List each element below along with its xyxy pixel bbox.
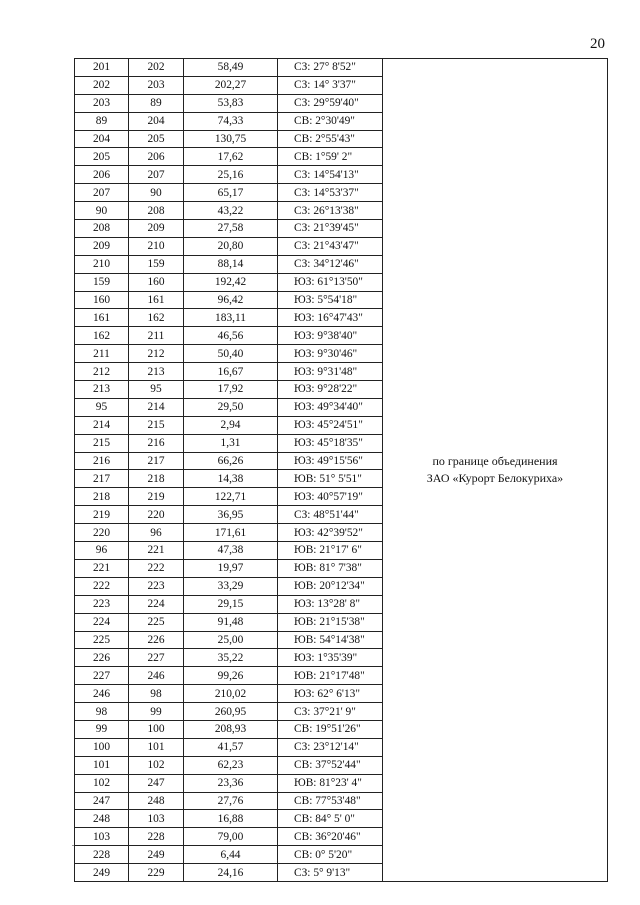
bearing-cell: СЗ: 21°43'47" [278, 237, 383, 255]
from-point-cell: 218 [75, 488, 129, 506]
length-cell: 260,95 [184, 703, 278, 721]
to-point-cell: 99 [129, 703, 184, 721]
survey-table-body [75, 59, 608, 882]
length-cell: 62,23 [184, 756, 278, 774]
length-cell: 66,26 [184, 452, 278, 470]
from-point-cell: 161 [75, 309, 129, 327]
bearing-cell: СЗ: 26°13'38" [278, 202, 383, 220]
to-point-cell: 96 [129, 524, 184, 542]
to-point-cell: 160 [129, 273, 184, 291]
bearing-cell: ЮВ: 81°23' 4" [278, 774, 383, 792]
to-point-cell: 217 [129, 452, 184, 470]
to-point-cell: 215 [129, 416, 184, 434]
to-point-cell: 102 [129, 756, 184, 774]
from-point-cell: 98 [75, 703, 129, 721]
length-cell: 79,00 [184, 828, 278, 846]
bearing-cell: СВ: 84° 5' 0" [278, 810, 383, 828]
length-cell: 16,88 [184, 810, 278, 828]
length-cell: 17,62 [184, 148, 278, 166]
from-point-cell: 99 [75, 720, 129, 738]
bearing-cell: СЗ: 48°51'44" [278, 506, 383, 524]
from-point-cell: 207 [75, 184, 129, 202]
length-cell: 16,67 [184, 363, 278, 381]
length-cell: 74,33 [184, 112, 278, 130]
length-cell: 53,83 [184, 94, 278, 112]
from-point-cell: 226 [75, 649, 129, 667]
from-point-cell: 204 [75, 130, 129, 148]
length-cell: 19,97 [184, 559, 278, 577]
to-point-cell: 100 [129, 720, 184, 738]
bearing-cell: ЮЗ: 9°30'46" [278, 345, 383, 363]
bearing-cell: СЗ: 14°54'13" [278, 166, 383, 184]
from-point-cell: 210 [75, 255, 129, 273]
bearing-cell: ЮВ: 20°12'34" [278, 577, 383, 595]
length-cell: 14,38 [184, 470, 278, 488]
description-line: по границе объединения [432, 453, 558, 468]
from-point-cell: 224 [75, 613, 129, 631]
from-point-cell: 103 [75, 828, 129, 846]
to-point-cell: 219 [129, 488, 184, 506]
bearing-cell: СЗ: 5° 9'13" [278, 864, 383, 882]
description-line: ЗАО «Курорт Белокуриха» [426, 470, 564, 485]
to-point-cell: 225 [129, 613, 184, 631]
length-cell: 33,29 [184, 577, 278, 595]
from-point-cell: 217 [75, 470, 129, 488]
bearing-cell: ЮВ: 21°15'38" [278, 613, 383, 631]
to-point-cell: 226 [129, 631, 184, 649]
length-cell: 25,16 [184, 166, 278, 184]
length-cell: 29,50 [184, 398, 278, 416]
to-point-cell: 206 [129, 148, 184, 166]
length-cell: 46,56 [184, 327, 278, 345]
to-point-cell: 247 [129, 774, 184, 792]
from-point-cell: 159 [75, 273, 129, 291]
to-point-cell: 203 [129, 76, 184, 94]
bearing-cell: СВ: 37°52'44" [278, 756, 383, 774]
bearing-cell: ЮЗ: 40°57'19" [278, 488, 383, 506]
to-point-cell: 228 [129, 828, 184, 846]
bearing-cell: СЗ: 14° 3'37" [278, 76, 383, 94]
from-point-cell: 214 [75, 416, 129, 434]
from-point-cell: 201 [75, 59, 129, 77]
to-point-cell: 161 [129, 291, 184, 309]
to-point-cell: 218 [129, 470, 184, 488]
length-cell: 1,31 [184, 434, 278, 452]
length-cell: 171,61 [184, 524, 278, 542]
length-cell: 41,57 [184, 738, 278, 756]
to-point-cell: 202 [129, 59, 184, 77]
to-point-cell: 210 [129, 237, 184, 255]
from-point-cell: 209 [75, 237, 129, 255]
bearing-cell: ЮВ: 51° 5'51" [278, 470, 383, 488]
from-point-cell: 227 [75, 667, 129, 685]
from-point-cell: 248 [75, 810, 129, 828]
from-point-cell: 205 [75, 148, 129, 166]
bearing-cell: ЮВ: 81° 7'38" [278, 559, 383, 577]
bearing-cell: СВ: 19°51'26" [278, 720, 383, 738]
to-point-cell: 248 [129, 792, 184, 810]
to-point-cell: 223 [129, 577, 184, 595]
bearing-cell: ЮЗ: 62° 6'13" [278, 685, 383, 703]
length-cell: 96,42 [184, 291, 278, 309]
length-cell: 202,27 [184, 76, 278, 94]
from-point-cell: 95 [75, 398, 129, 416]
from-point-cell: 249 [75, 864, 129, 882]
length-cell: 91,48 [184, 613, 278, 631]
bearing-cell: ЮЗ: 49°34'40" [278, 398, 383, 416]
bearing-cell: ЮЗ: 1°35'39" [278, 649, 383, 667]
length-cell: 43,22 [184, 202, 278, 220]
length-cell: 88,14 [184, 255, 278, 273]
bearing-cell: ЮЗ: 42°39'52" [278, 524, 383, 542]
table-row [75, 59, 608, 77]
bearing-cell: СВ: 77°53'48" [278, 792, 383, 810]
from-point-cell: 89 [75, 112, 129, 130]
length-cell: 47,38 [184, 542, 278, 560]
bearing-cell: СЗ: 29°59'40" [278, 94, 383, 112]
bearing-cell: ЮЗ: 13°28' 8" [278, 595, 383, 613]
from-point-cell: 215 [75, 434, 129, 452]
from-point-cell: 102 [75, 774, 129, 792]
bearing-cell: СЗ: 27° 8'52" [278, 59, 383, 77]
from-point-cell: 221 [75, 559, 129, 577]
to-point-cell: 98 [129, 685, 184, 703]
to-point-cell: 95 [129, 381, 184, 399]
bearing-cell: ЮЗ: 61°13'50" [278, 273, 383, 291]
bearing-cell: ЮЗ: 9°31'48" [278, 363, 383, 381]
to-point-cell: 89 [129, 94, 184, 112]
from-point-cell: 228 [75, 846, 129, 864]
bearing-cell: ЮЗ: 5°54'18" [278, 291, 383, 309]
to-point-cell: 211 [129, 327, 184, 345]
bearing-cell: ЮЗ: 16°47'43" [278, 309, 383, 327]
to-point-cell: 221 [129, 542, 184, 560]
length-cell: 6,44 [184, 846, 278, 864]
to-point-cell: 207 [129, 166, 184, 184]
to-point-cell: 209 [129, 220, 184, 238]
bearing-cell: СВ: 1°59' 2" [278, 148, 383, 166]
to-point-cell: 224 [129, 595, 184, 613]
length-cell: 29,15 [184, 595, 278, 613]
to-point-cell: 222 [129, 559, 184, 577]
length-cell: 130,75 [184, 130, 278, 148]
length-cell: 210,02 [184, 685, 278, 703]
bearing-cell: СЗ: 14°53'37" [278, 184, 383, 202]
from-point-cell: 219 [75, 506, 129, 524]
from-point-cell: 96 [75, 542, 129, 560]
bearing-cell: СЗ: 23°12'14" [278, 738, 383, 756]
from-point-cell: 225 [75, 631, 129, 649]
from-point-cell: 223 [75, 595, 129, 613]
from-point-cell: 216 [75, 452, 129, 470]
bearing-cell: СВ: 2°30'49" [278, 112, 383, 130]
page-number: 20 [590, 36, 605, 52]
bearing-cell: СВ: 0° 5'20" [278, 846, 383, 864]
to-point-cell: 205 [129, 130, 184, 148]
from-point-cell: 211 [75, 345, 129, 363]
to-point-cell: 220 [129, 506, 184, 524]
length-cell: 208,93 [184, 720, 278, 738]
length-cell: 65,17 [184, 184, 278, 202]
bearing-cell: ЮЗ: 49°15'56" [278, 452, 383, 470]
length-cell: 58,49 [184, 59, 278, 77]
from-point-cell: 222 [75, 577, 129, 595]
length-cell: 23,36 [184, 774, 278, 792]
boundary-survey-table [74, 58, 608, 882]
from-point-cell: 90 [75, 202, 129, 220]
from-point-cell: 206 [75, 166, 129, 184]
from-point-cell: 162 [75, 327, 129, 345]
to-point-cell: 213 [129, 363, 184, 381]
bearing-cell: ЮВ: 54°14'38" [278, 631, 383, 649]
length-cell: 25,00 [184, 631, 278, 649]
to-point-cell: 90 [129, 184, 184, 202]
scan-speck [72, 845, 74, 846]
from-point-cell: 202 [75, 76, 129, 94]
to-point-cell: 103 [129, 810, 184, 828]
to-point-cell: 216 [129, 434, 184, 452]
to-point-cell: 249 [129, 846, 184, 864]
bearing-cell: ЮВ: 21°17' 6" [278, 542, 383, 560]
bearing-cell: СЗ: 34°12'46" [278, 255, 383, 273]
bearing-cell: СЗ: 21°39'45" [278, 220, 383, 238]
length-cell: 24,16 [184, 864, 278, 882]
length-cell: 35,22 [184, 649, 278, 667]
length-cell: 183,11 [184, 309, 278, 327]
to-point-cell: 204 [129, 112, 184, 130]
length-cell: 99,26 [184, 667, 278, 685]
bearing-cell: ЮЗ: 9°38'40" [278, 327, 383, 345]
bearing-cell: ЮЗ: 45°24'51" [278, 416, 383, 434]
from-point-cell: 101 [75, 756, 129, 774]
to-point-cell: 208 [129, 202, 184, 220]
length-cell: 17,92 [184, 381, 278, 399]
from-point-cell: 247 [75, 792, 129, 810]
from-point-cell: 160 [75, 291, 129, 309]
to-point-cell: 162 [129, 309, 184, 327]
from-point-cell: 100 [75, 738, 129, 756]
length-cell: 192,42 [184, 273, 278, 291]
to-point-cell: 214 [129, 398, 184, 416]
to-point-cell: 246 [129, 667, 184, 685]
bearing-cell: СВ: 2°55'43" [278, 130, 383, 148]
bearing-cell: СЗ: 37°21' 9" [278, 703, 383, 721]
length-cell: 27,76 [184, 792, 278, 810]
length-cell: 27,58 [184, 220, 278, 238]
boundary-description-cell [383, 59, 608, 882]
length-cell: 2,94 [184, 416, 278, 434]
length-cell: 36,95 [184, 506, 278, 524]
from-point-cell: 203 [75, 94, 129, 112]
bearing-cell: ЮЗ: 45°18'35" [278, 434, 383, 452]
bearing-cell: ЮВ: 21°17'48" [278, 667, 383, 685]
from-point-cell: 213 [75, 381, 129, 399]
from-point-cell: 246 [75, 685, 129, 703]
from-point-cell: 208 [75, 220, 129, 238]
to-point-cell: 227 [129, 649, 184, 667]
length-cell: 20,80 [184, 237, 278, 255]
bearing-cell: ЮЗ: 9°28'22" [278, 381, 383, 399]
to-point-cell: 229 [129, 864, 184, 882]
bearing-cell: СВ: 36°20'46" [278, 828, 383, 846]
to-point-cell: 159 [129, 255, 184, 273]
from-point-cell: 220 [75, 524, 129, 542]
length-cell: 122,71 [184, 488, 278, 506]
length-cell: 50,40 [184, 345, 278, 363]
to-point-cell: 101 [129, 738, 184, 756]
from-point-cell: 212 [75, 363, 129, 381]
to-point-cell: 212 [129, 345, 184, 363]
